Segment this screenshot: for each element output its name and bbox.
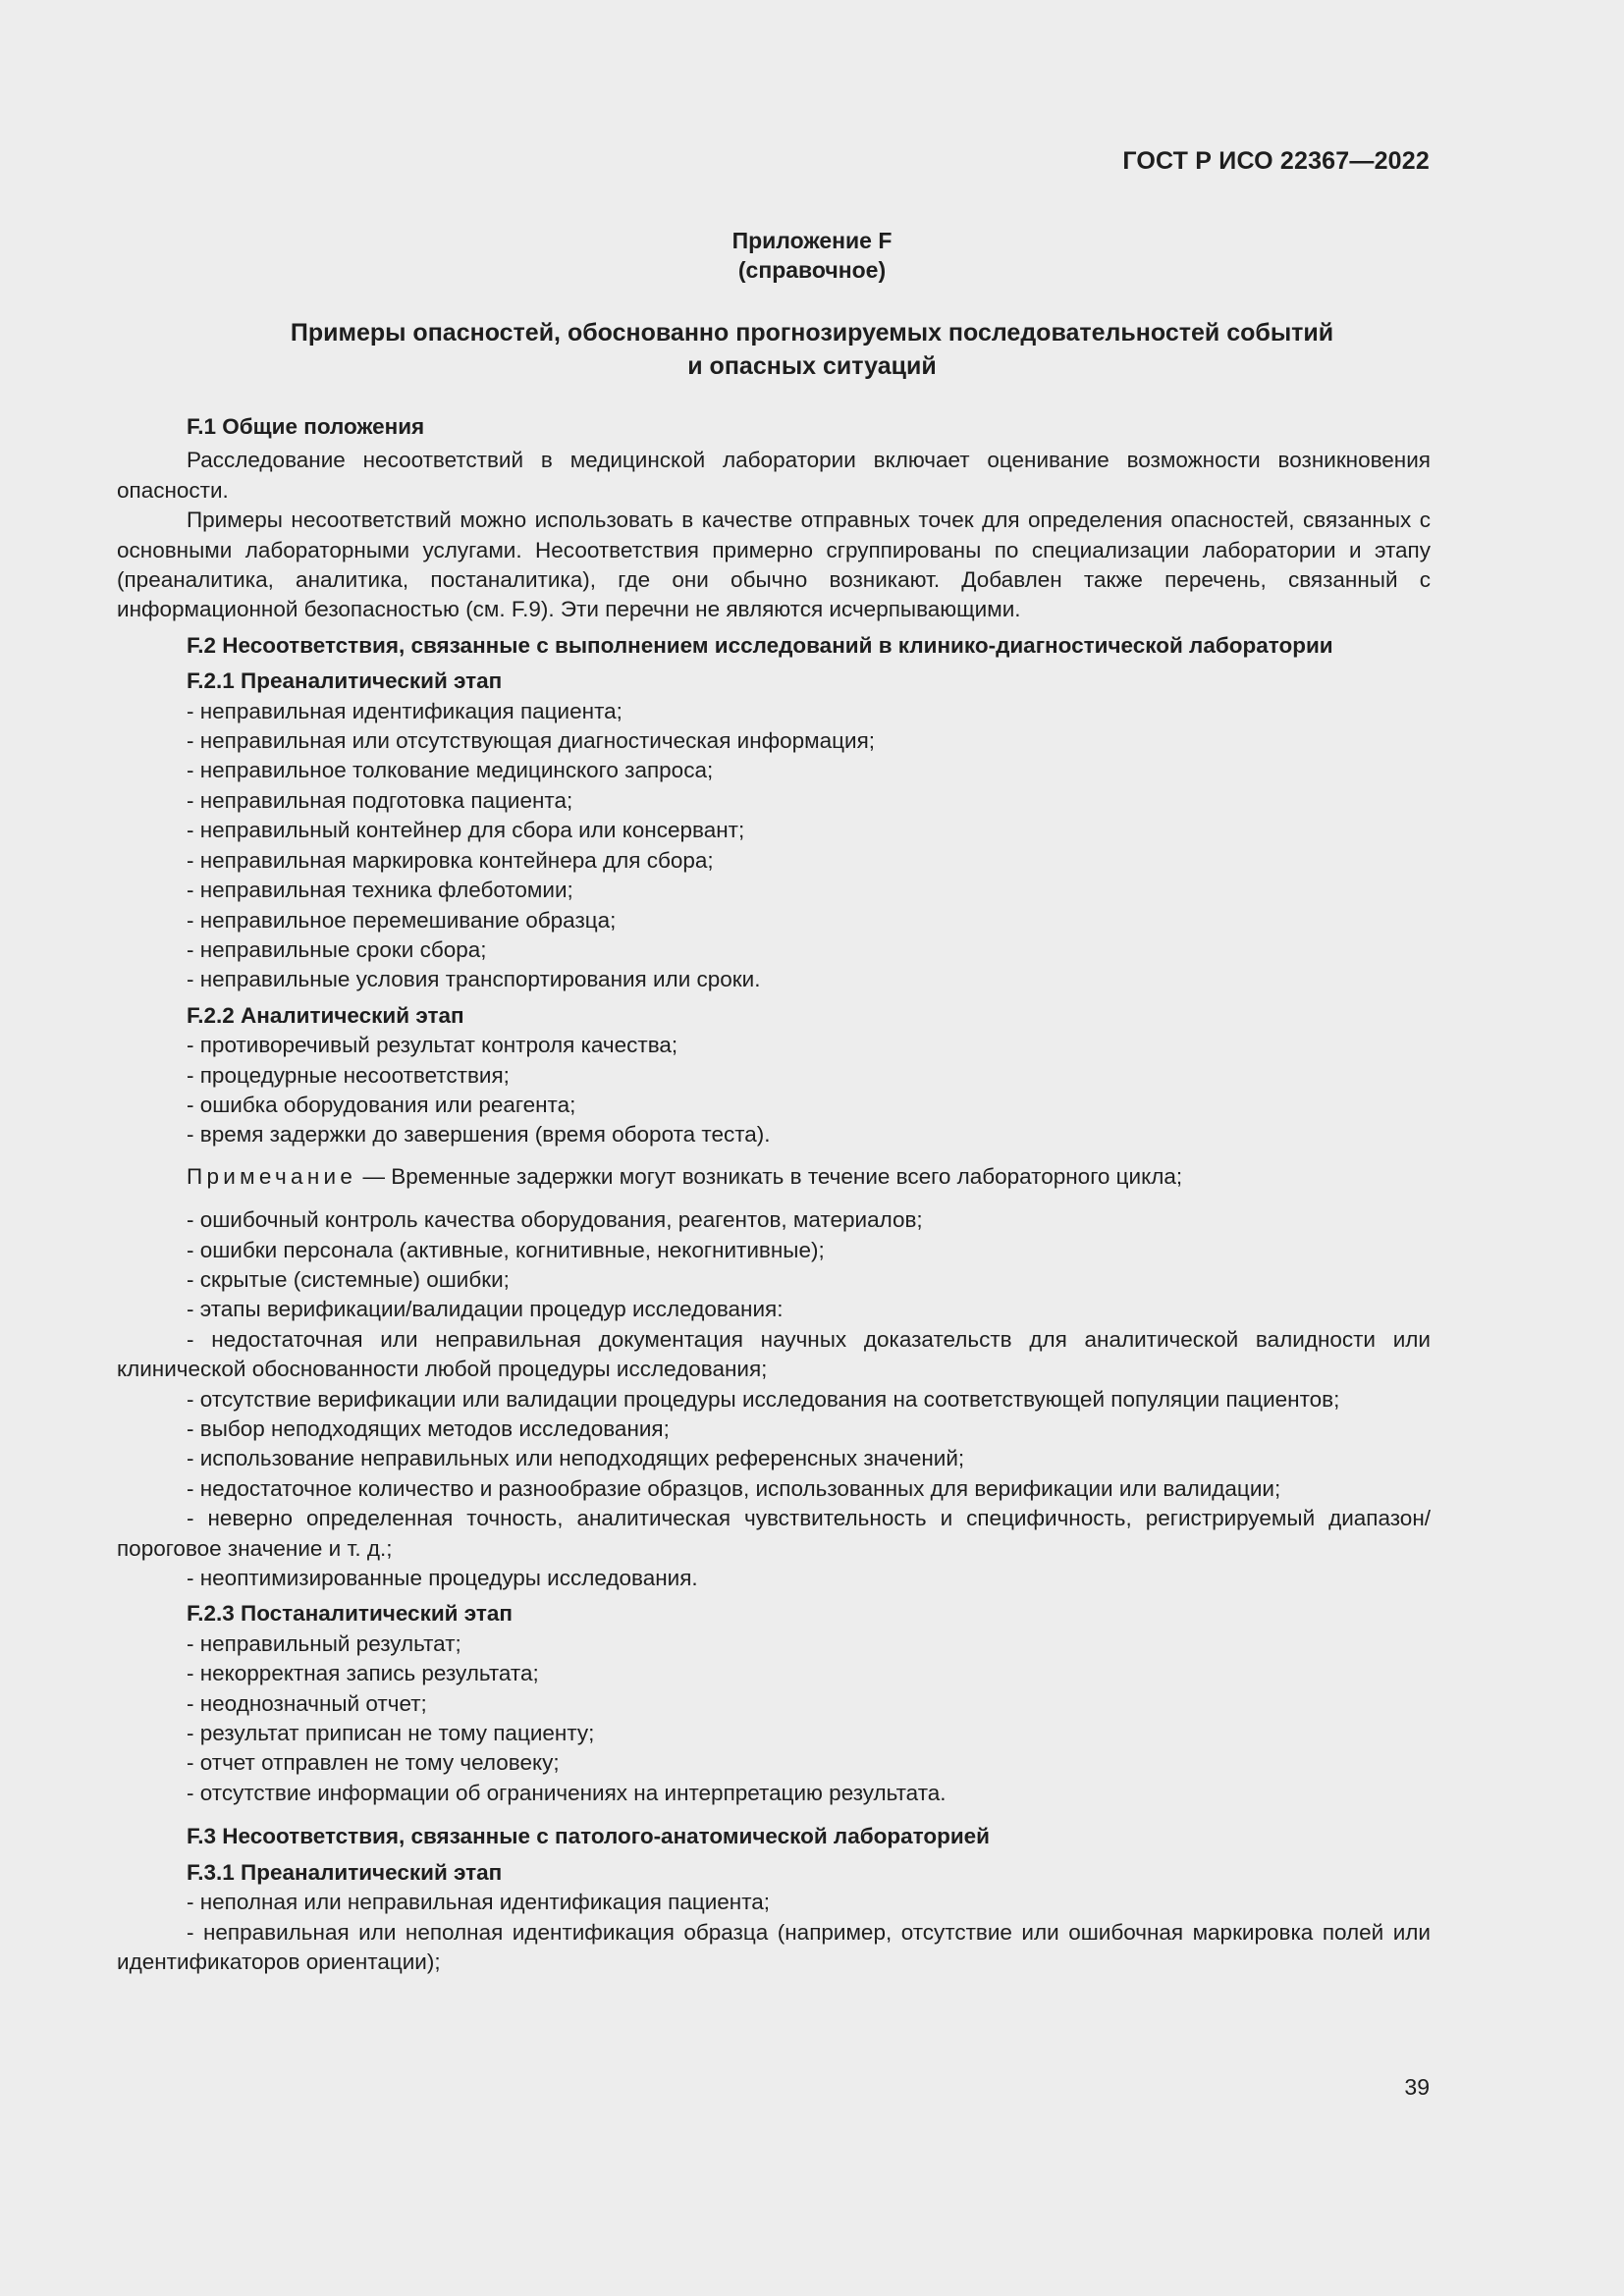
annex-label: Приложение F	[731, 228, 893, 253]
annex-type: (справочное)	[737, 257, 887, 283]
list-item: - отсутствие верификации или валидации процедуры исследования на соответствующей популяции пациентов;	[187, 1386, 1340, 1412]
list-item: - ошибка оборудования или реагента;	[187, 1092, 576, 1117]
list-item: - неправильные условия транспортирования или сроки.	[187, 967, 761, 992]
list-item: - отчет отправлен не тому человеку;	[187, 1750, 560, 1776]
annex-title-line-1: Примеры опасностей, обоснованно прогнозируемых последовательностей событий	[290, 319, 1334, 347]
list-item: - использование неправильных или неподходящих референсных значений;	[187, 1446, 965, 1471]
list-item: - неполная или неправильная идентификация пациента;	[187, 1890, 771, 1915]
list-item: - некорректная запись результата;	[187, 1661, 539, 1686]
list-item: - неоднозначный отчет;	[187, 1690, 427, 1716]
list-item: - неправильная техника флеботомии;	[187, 878, 573, 903]
list-f2-2	[117, 1031, 1431, 1150]
note-text: — Временные задержки могут возникать в течение всего лабораторного цикла;	[356, 1163, 1183, 1189]
paragraph: Расследование несоответствий в медицинской лаборатории включает оценивание возможности возникновения опасности.	[117, 448, 1431, 503]
list-item: - ошибки персонала (активные, когнитивные, некогнитивные);	[187, 1237, 825, 1262]
section-heading-f2: F.2 Несоответствия, связанные с выполнением исследований в клинико-диагностической лаборатории	[187, 632, 1333, 658]
list-item: - неправильный контейнер для сбора или консервант;	[187, 818, 745, 843]
list-item: - неверно определенная точность, аналитическая чувствительность и специфичность, регистрируемый диапазон/пороговое значение и т. д.;	[117, 1506, 1431, 1561]
list-item: - ошибочный контроль качества оборудования, реагентов, материалов;	[187, 1207, 923, 1233]
note	[117, 1162, 1431, 1192]
subsection-heading-f2-2: F.2.2 Аналитический этап	[187, 1002, 464, 1028]
list-item: - скрытые (системные) ошибки;	[187, 1266, 510, 1292]
annex-heading	[0, 226, 1624, 285]
section-heading-f3: F.3 Несоответствия, связанные с патолого-анатомической лабораторией	[187, 1824, 990, 1849]
list-item: - неправильный результат;	[187, 1630, 461, 1656]
annex-title-line-2: и опасных ситуаций	[687, 352, 937, 380]
subsection-heading-f2-3: F.2.3 Постаналитический этап	[187, 1601, 513, 1627]
list-item: - противоречивый результат контроля качества;	[187, 1033, 678, 1058]
list-item: - выбор неподходящих методов исследования;	[187, 1416, 670, 1441]
list-item: - неправильная маркировка контейнера для сбора;	[187, 847, 714, 873]
list-f2-1	[117, 697, 1431, 995]
list-item: - процедурные несоответствия;	[187, 1062, 510, 1088]
list-item: - отсутствие информации об ограничениях на интерпретацию результата.	[187, 1780, 947, 1805]
list-item: - неправильная идентификация пациента;	[187, 698, 623, 723]
list-item: - неправильная подготовка пациента;	[187, 787, 573, 813]
list-item: - неправильные сроки сбора;	[187, 936, 487, 962]
list-item: - недостаточная или неправильная документация научных доказательств для аналитической валидности или клинической обоснованности любой процедуры исследования;	[117, 1326, 1431, 1382]
note-label: Примечание	[187, 1163, 357, 1189]
list-item: - неправильная или отсутствующая диагностическая информация;	[187, 728, 876, 754]
list-item: - время задержки до завершения (время оборота теста).	[187, 1122, 771, 1148]
paragraph: Примеры несоответствий можно использовать в качестве отправных точек для определения опасностей, связанных с основными лабораторными услугами. Несоответствия примерно сгруппированы по специализации лаборатории и этапу (преаналитика, аналитика, постаналитика), где они обычно возникают. Добавлен также перечень, связанный с информационной безопасностью (см. F.9). Эти перечни не являются исчерпывающими.	[117, 507, 1431, 622]
list-item: - неоптимизированные процедуры исследования.	[187, 1566, 698, 1591]
document-body	[117, 412, 1431, 1977]
list-f2-2-continued	[117, 1205, 1431, 1593]
annex-title	[157, 316, 1467, 383]
document-number-header: ГОСТ Р ИСО 22367—2022	[1122, 147, 1430, 175]
subsection-heading-f3-1: F.3.1 Преаналитический этап	[187, 1859, 503, 1885]
list-item: - неправильная или неполная идентификация образца (например, отсутствие или ошибочная маркировка полей или идентификаторов ориентации);	[117, 1919, 1431, 1974]
list-f3-1	[117, 1888, 1431, 1977]
page-number: 39	[1404, 2074, 1430, 2100]
subsection-heading-f2-1: F.2.1 Преаналитический этап	[187, 668, 503, 694]
list-item: - неправильное перемешивание образца;	[187, 907, 617, 933]
section-heading-f1: F.1 Общие положения	[187, 414, 425, 439]
list-item: - неправильное толкование медицинского запроса;	[187, 758, 714, 783]
list-f2-3	[117, 1629, 1431, 1808]
list-item: - этапы верификации/валидации процедур исследования:	[187, 1297, 784, 1322]
list-item: - результат приписан не тому пациенту;	[187, 1721, 595, 1746]
list-item: - недостаточное количество и разнообразие образцов, использованных для верификации или валидации;	[187, 1475, 1281, 1501]
